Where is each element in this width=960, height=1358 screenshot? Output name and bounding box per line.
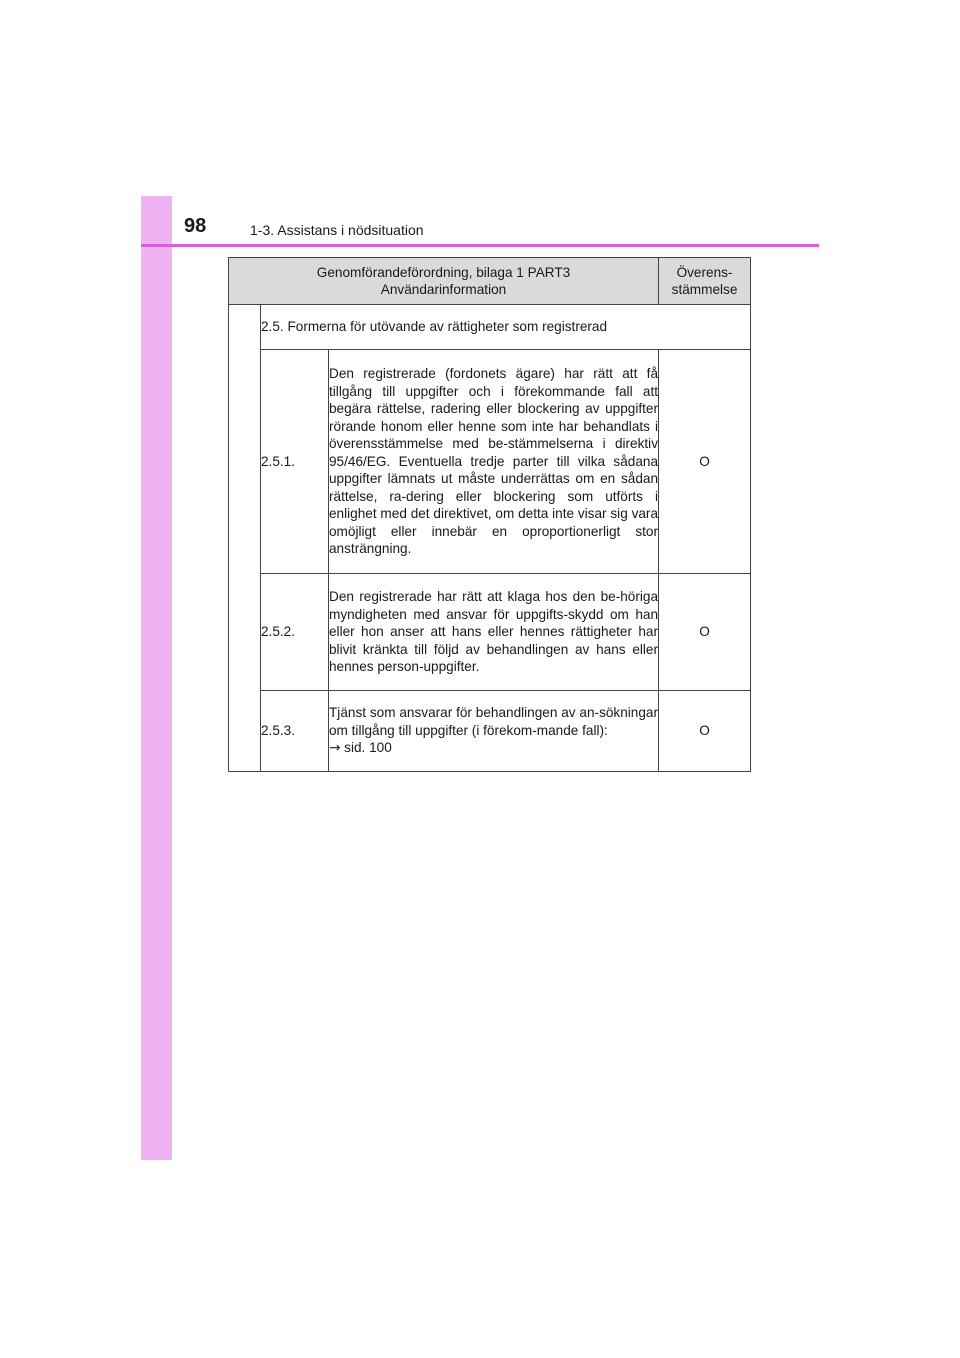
row-conformity: O <box>659 574 751 691</box>
row-conformity: O <box>659 350 751 574</box>
table-row <box>229 574 751 691</box>
header-regulation <box>229 258 659 305</box>
section-heading: 2.5. Formerna för utövande av rättigheter som registrerad <box>261 305 751 350</box>
arrow-right-icon: → <box>329 740 341 757</box>
header-regulation-line1: Genomförandeförordning, bilaga 1 PART3 <box>316 265 571 280</box>
header-regulation-line2: Användarinformation <box>380 282 507 297</box>
section-title: 1-3. Assistans i nödsituation <box>250 222 424 238</box>
section-heading-row <box>229 305 751 350</box>
row-id: 2.5.2. <box>261 574 329 691</box>
row-text: Den registrerade (fordonets ägare) har rätt att få tillgång till uppgifter och i förekommande fall att begära rättelse, radering eller blockering av uppgifter rörande honom eller henne som inte har behandlats i överensstämmelse med be-stämmelserna i direktiv 95/46/EG. Eventuella tredje parter till vilka sådana uppgifter lämnats ut måste underrättas om en sådan rättelse, ra-dering eller blockering som utförts i enlighet med det direktivet, om detta inte visar sig vara omöjligt eller innebär en oproportionerligt stor ansträngning. <box>329 350 659 574</box>
chapter-sidebar-tab <box>141 196 172 1160</box>
page-number: 98 <box>184 215 207 237</box>
header-conformity-line2: stämmelse <box>671 282 738 297</box>
row-id: 2.5.1. <box>261 350 329 574</box>
row-text: Tjänst som ansvarar för behandlingen av an-sökningar om tillgång till uppgifter (i förekom-mande fall): <box>329 705 659 738</box>
header-conformity-line1: Överens- <box>676 265 733 280</box>
row-text: Den registrerade har rätt att klaga hos den be-höriga myndigheten med ansvar för uppgifts-skydd om han eller hon anser att hans eller hennes rättigheter har blivit kränkta till följd av behandlingen av hans eller hennes person-uppgifter. <box>329 574 659 691</box>
spec-table <box>228 257 751 772</box>
row-conformity: O <box>659 691 751 772</box>
indent-cell <box>229 305 261 772</box>
table-row <box>229 350 751 574</box>
row-id: 2.5.3. <box>261 691 329 772</box>
table-row <box>229 691 751 772</box>
page-reference-link[interactable]: sid. 100 <box>344 740 392 756</box>
header-rule <box>141 244 819 247</box>
header-conformity <box>659 258 751 305</box>
row-text-cell <box>329 691 659 772</box>
table-header-row <box>229 258 751 305</box>
